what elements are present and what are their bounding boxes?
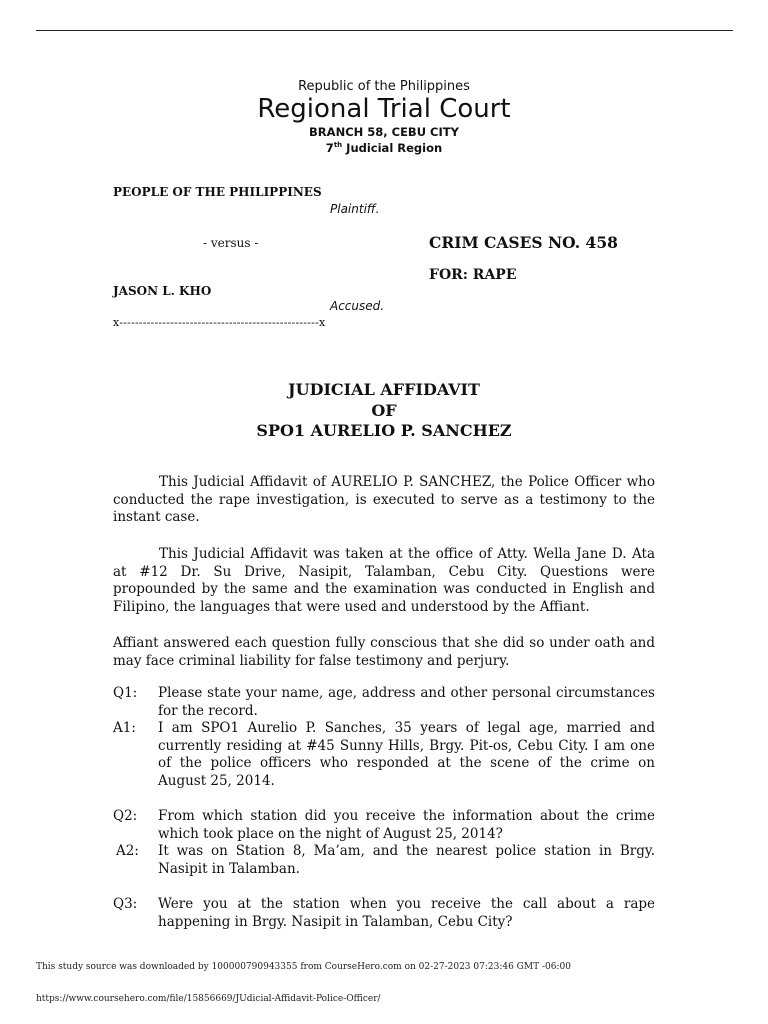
case-number: CRIM CASES NO. 458 [429, 233, 618, 252]
document-title-of: OF [371, 401, 397, 420]
versus-label: - versus - [203, 236, 259, 250]
qa-label: Q1: [113, 685, 138, 701]
qa-item [113, 896, 655, 931]
qa-text: I am SPO1 Aurelio P. Sanches, 35 years of legal age, married and currently residing at #45 Sunny Hills, Brgy. Pit-os, Cebu City. I am one of the police officers who responded at the scene of the crime on August 25, 2014. [158, 720, 655, 789]
accused-name: JASON L. KHO [113, 284, 212, 298]
caption-separator: x---------------------------------------------------x [113, 316, 326, 329]
document-title: JUDICIAL AFFIDAVIT [288, 380, 480, 399]
affiant-name-title: SPO1 AURELIO P. SANCHEZ [256, 421, 512, 440]
charge-label: FOR: RAPE [429, 267, 517, 283]
source-url[interactable]: https://www.coursehero.com/file/15856669/JUdicial-Affidavit-Police-Officer/ [36, 994, 381, 1004]
qa-label: A2: [116, 843, 139, 859]
qa-item [113, 685, 655, 720]
paragraph-oath: Affiant answered each question fully conscious that she did so under oath and may face criminal liability for false testimony and perjury. [113, 635, 655, 669]
qa-label: A1: [113, 720, 136, 736]
region-text: Judicial Region [342, 141, 443, 155]
qa-text: From which station did you receive the information about the crime which took place on the night of August 25, 2014? [158, 808, 655, 842]
qa-text: Were you at the station when you receive the call about a rape happening in Brgy. Nasipit in Talamban, Cebu City? [158, 896, 655, 930]
top-rule [36, 30, 733, 31]
qa-text: It was on Station 8, Ma’am, and the nearest police station in Brgy. Nasipit in Talamban. [158, 843, 655, 877]
qa-label: Q2: [113, 808, 138, 824]
region-number: 7 [325, 141, 334, 155]
paragraph-venue: This Judicial Affidavit was taken at the office of Atty. Wella Jane D. Ata at #12 Dr. Su Drive, Nasipit, Talamban, Cebu City. Questions were propounded by the same and the examination was conducted in English and Filipino, the languages that were used and understood by the Affiant. [113, 546, 655, 615]
plaintiff-label: Plaintiff. [330, 202, 380, 216]
header-judicial-region [0, 141, 768, 155]
accused-label: Accused. [330, 299, 385, 313]
header-branch: BRANCH 58, CEBU CITY [309, 125, 459, 139]
region-ordinal-suffix: th [333, 141, 343, 150]
header-court-name: Regional Trial Court [257, 94, 511, 124]
paragraph-intro: This Judicial Affidavit of AURELIO P. SANCHEZ, the Police Officer who conducted the rape investigation, is executed to serve as a testimony to the instant case. [113, 474, 655, 525]
download-notice: This study source was downloaded by 100000790943355 from CourseHero.com on 02-27-2023 07:23:46 GMT -06:00 [36, 962, 571, 972]
header-republic: Republic of the Philippines [298, 79, 470, 94]
qa-item [113, 808, 655, 843]
qa-label: Q3: [113, 896, 138, 912]
qa-item [113, 843, 655, 878]
plaintiff-name: PEOPLE OF THE PHILIPPINES [113, 185, 322, 199]
qa-item [113, 720, 655, 790]
qa-text: Please state your name, age, address and other personal circumstances for the record. [158, 685, 655, 719]
